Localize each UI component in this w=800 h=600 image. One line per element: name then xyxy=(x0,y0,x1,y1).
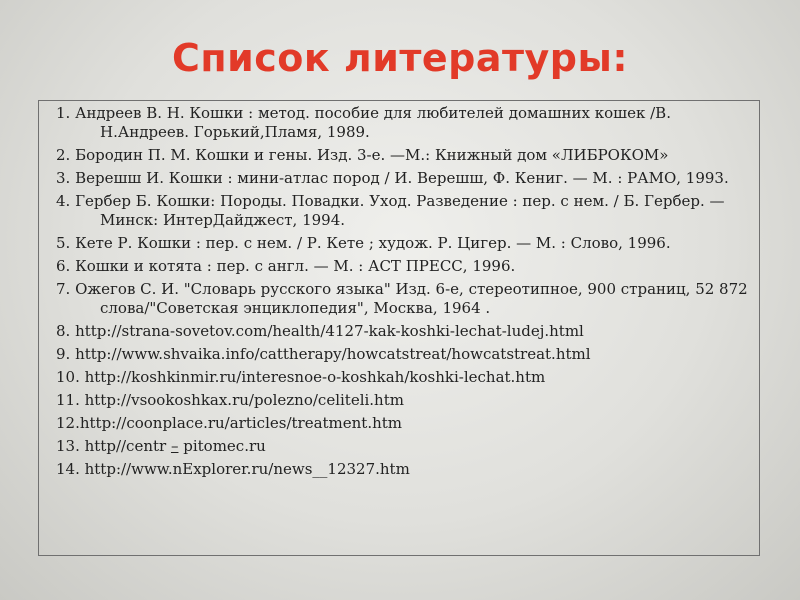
reference-item-13 xyxy=(56,437,756,456)
reference-item-4: 4. Гербер Б. Кошки: Породы. Повадки. Уход. Разведение : пер. с нем. / Б. Гербер. — Минск: ИнтерДайджест, 1994. xyxy=(56,192,725,229)
reference-item-13-link[interactable]: – xyxy=(170,437,179,455)
reference-item-10: 10. http://koshkinmir.ru/interesnoe-o-koshkah/koshki-lechat.htm xyxy=(56,368,546,386)
reference-item-1: 1. Андреев В. Н. Кошки : метод. пособие для любителей домашних кошек /В. Н.Андреев. Горький,Пламя, 1989. xyxy=(56,104,671,141)
reference-item-8: 8. http://strana-sovetov.com/health/4127-kak-koshki-lechat-ludej.html xyxy=(56,322,584,340)
reference-item-14: 14. http://www.nExplorer.ru/news__12327.htm xyxy=(56,460,410,478)
reference-list xyxy=(56,104,756,483)
reference-item-11: 11. http://vsookoshkax.ru/polezno/celiteli.htm xyxy=(56,391,404,409)
page-title: Список литературы: xyxy=(171,36,629,80)
reference-item-12: 12.http://coonplace.ru/articles/treatment.htm xyxy=(56,414,403,432)
reference-item-13-prefix: 13. http//centr xyxy=(56,437,171,455)
reference-item-2: 2. Бородин П. М. Кошки и гены. Изд. 3-е. —М.: Книжный дом «ЛИБРОКОМ» xyxy=(56,146,669,164)
reference-item-6: 6. Кошки и котята : пер. с англ. — М. : АСТ ПРЕСС, 1996. xyxy=(56,257,516,275)
reference-item-9: 9. http://www.shvaika.info/cattherapy/howcatstreat/howcatstreat.html xyxy=(56,345,591,363)
reference-item-5: 5. Кете Р. Кошки : пер. с нем. / Р. Кете ; худож. Р. Цигер. — М. : Слово, 1996. xyxy=(56,234,671,252)
reference-item-3: 3. Верешш И. Кошки : мини-атлас пород / И. Верешш, Ф. Кениг. — М. : РАМО, 1993. xyxy=(56,169,729,187)
reference-item-13-suffix: pitomec.ru xyxy=(178,437,266,455)
reference-item-7: 7. Ожегов С. И. "Словарь русского языка" Изд. 6-е, стереотипное, 900 страниц, 52 872 слова/"Советская энциклопедия", Москва, 1964 . xyxy=(56,280,748,317)
